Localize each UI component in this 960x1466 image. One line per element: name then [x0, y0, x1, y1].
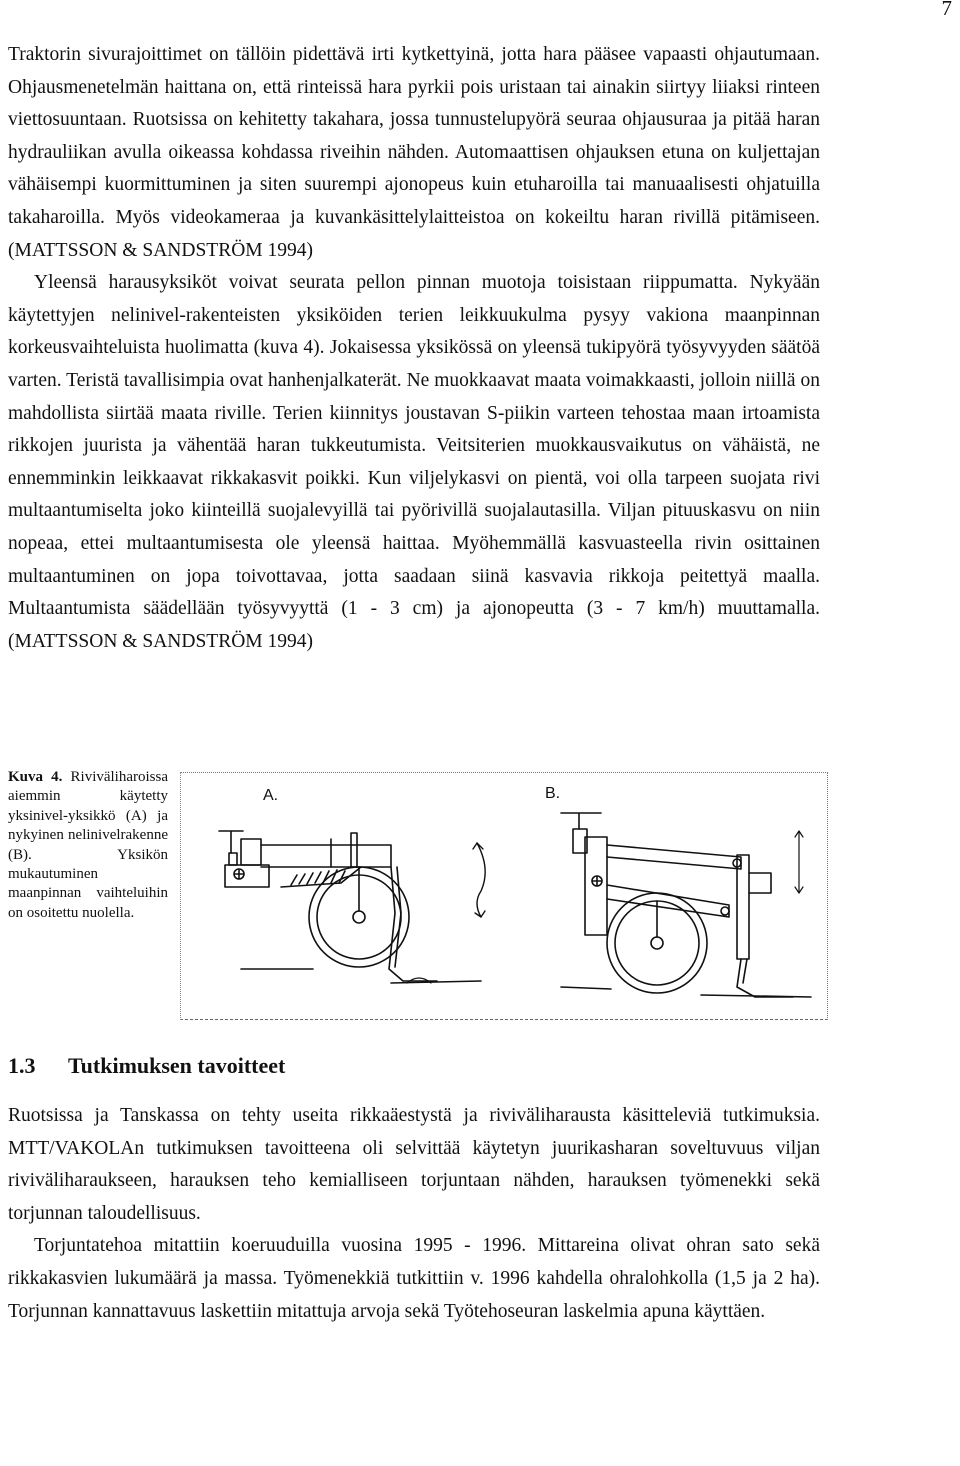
figure-caption — [8, 768, 168, 923]
paragraph: Traktorin sivurajoittimet on tällöin pidettävä irti kytkettyinä, jotta hara pääsee vapaasti ohjautumaan. Ohjausmenetelmän haittana on, että rinteissä hara pyrkii pois uristaan tai ainakin siirtyy liiaksi rinteen viettosuuntaan. Ruotsissa on kehitetty takahara, jossa tunnustelupyörä seuraa ohjausuraa ja pitää haran hydrauliikan avulla oikeassa kohdassa riveihin nähden. Automaattisen ohjauksen etuna on kuljettajan vähäisempi kuormittuminen ja siten suurempi ajonopeus kuin etuharoilla tai manuaalisesti ohjatuilla takaharoilla. Myös videokameraa ja kuvankäsittelylaitteistoa on kokeiltu haran rivillä pitämiseen. (MATTSSON & SANDSTRÖM 1994) — [8, 44, 820, 261]
four-bar-unit-drawing — [561, 813, 811, 997]
figure-drawing-frame — [180, 772, 828, 1020]
section-number: 1.3 — [8, 1053, 36, 1078]
figure-label-a: A. — [263, 787, 279, 804]
paragraph: Ruotsissa ja Tanskassa on tehty useita rikkaäestystä ja riviväliharausta käsitteleviä tutkimuksia. MTT/VAKOLAn tutkimuksen tavoitteena oli selvittää käytetyn juurikasharan soveltuvuus viljan riviväliharaukseen, harauksen teho kemialliseen torjuntaan nähden, harauksen työmenekki sekä torjunnan taloudellisuus. — [8, 1105, 820, 1224]
paragraph: Torjuntatehoa mitattiin koeruuduilla vuosina 1995 - 1996. Mittareina olivat ohran sato sekä rikkakasvien lukumäärä ja massa. Työmenekkiä tutkittiin v. 1996 kahdella ohralohkolla (1,5 ja 2 ha). Torjunnan kannattavuus laskettiin mitattuja arvoja sekä Työtehoseuran laskelmia apuna käyttäen. — [8, 1235, 820, 1322]
page-number: 7 — [941, 0, 952, 20]
figure-label-b: B. — [545, 785, 561, 802]
body-text-part2 — [8, 1100, 820, 1328]
paragraph: Yleensä harausyksiköt voivat seurata pellon pinnan muotoja toisistaan riippumatta. Nykyään käytettyjen nelinivel-rakenteisten yksiköiden terien leikkuukulma pysyy vakiona maanpinnan korkeusvaihteluista huolimatta (kuva 4). Jokaisessa yksikössä on yleensä tukipyörä työsyvyyden säätöä varten. Teristä tavallisimpia ovat hanhenjalkaterät. Ne muokkaavat maata voimakkaasti, jolloin niillä on mahdollista siirtää maata riville. Terien kiinnitys joustavan S-piikin varteen tehostaa maan irtoamista rikkojen juurista ja vähentää haran tukkeutumista. Veitsiterien muokkausvaikutus on vähäistä, ne ennemminkin leikkaavat rikkakasvit poikki. Kun viljelykasvi on pientä, voi olla tarpeen suojata rivi multaantumiselta joko kiinteillä suojalevyillä tai pyörivillä suojalautasilla. Viljan pituuskasvu on niin nopeaa, ettei multaantumisesta ole yleensä haittaa. Myöhemmällä kasvuasteella rivin osittainen multaantuminen on jopa toivottavaa, jotta saadaan siinä kasvavia rikkoja peitettyä maalla. Multaantumista säädellään työsyvyyttä (1 - 3 cm) ja ajonopeutta (3 - 7 km/h) muuttamalla. (MATTSSON & SANDSTRÖM 1994) — [8, 272, 820, 652]
figure-caption-text: Riviväliharoissa aiemmin käytetty yksinivel-yksikkö (A) ja nykyinen nelinivelrakenne (B). Yksikön mukautuminen maanpinnan vaihteluihin on osoitettu nuolella. — [8, 769, 169, 921]
figure-caption-label: Kuva 4. — [8, 769, 63, 785]
body-text-part1 — [8, 39, 820, 658]
hoe-unit-drawing — [181, 773, 827, 1019]
section-title: Tutkimuksen tavoitteet — [68, 1053, 286, 1078]
figure-4 — [8, 768, 828, 1020]
section-heading — [8, 1053, 285, 1079]
single-joint-unit-drawing — [219, 831, 485, 983]
